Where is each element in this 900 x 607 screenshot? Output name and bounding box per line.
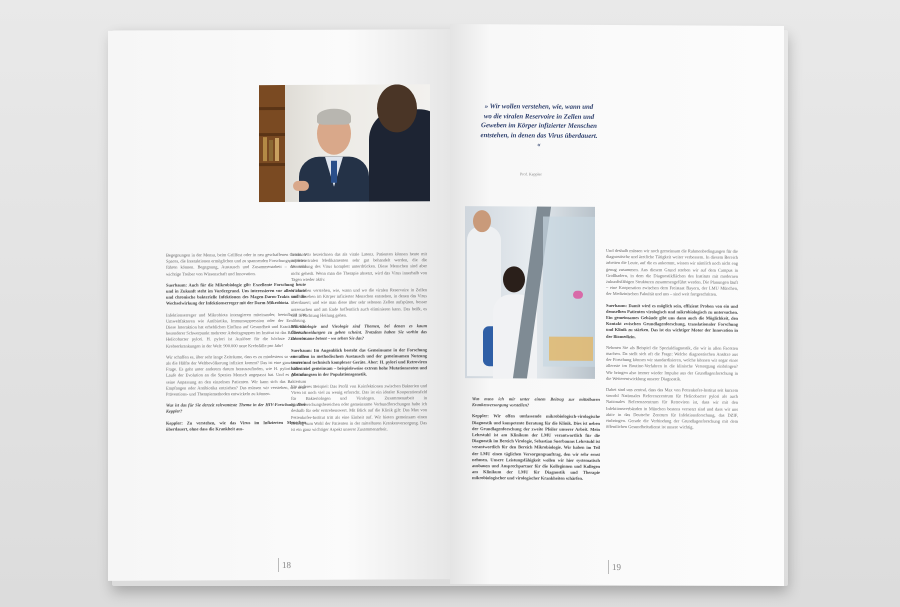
paragraph: Suerbaum: Auch für die Mikrobiologie gilt: Exzellente Forschung heute und in Zukunft steht im Vordergrund. Uns interessieren vor allem akute und chronische bakterielle Infektionen des Magen-Darm-Trakts und die Wechselwirkung der Infektionserreger mit der Darm-Mikrobiota. bbox=[166, 281, 306, 307]
paragraph: Keppler: Wir offen umfassende mikrobiologisch-virologische Diagnostik und kompetente Beratung für die Klinik. Dies ist neben der Grundlagenforschung der zweite Pfeiler unserer Arbeit. Mein Lehrstuhl ist am Klinikum der LMU verantwortlich für die Diagnostik im Bereich Virologie, Sebastian Suerbaums Lehrstuhl ist verantwortlich für den Bereich Mikrobiologie. Wir haben im Teil der LMU einen täglichen Versorgungsauftrag, den wir sehr ernst nehmen. Unsere Leistungsfähigkeit wollen wir hier systematisch ausbauen und Ansprechpartner für die Kolleginnen und Kollegen am Klinikum der LMU für Diagnostik und Therapie mikrobiologischer und virologischer Krankheiten schärfen. bbox=[472, 413, 600, 482]
pull-quote bbox=[480, 102, 598, 150]
page-number-rule bbox=[278, 558, 279, 572]
quote-open-mark: » bbox=[484, 103, 489, 111]
paragraph: Keppler: Zu verstehen, wie das Virus im Infizierten Menschen überdauert, ohne dass die Krankheit aus- bbox=[166, 419, 306, 432]
left-column-2 bbox=[291, 251, 427, 438]
paragraph: Wir wollen verstehen, wie, wann und wo die viralen Reservoire in Zellen und Geweben im Körper infizierter Menschen entstehen, in denen das Virus überdauert; und wie man diese über sehr seltenen Zellen aufspüren, besser untersuchen und am Ende hoffentlich auch eliminieren kann. Das heißt, es soll in Richtung Heilung gehen. bbox=[291, 287, 427, 318]
lab-photo bbox=[465, 206, 595, 379]
interview-question: Was muss ich mir unter einem Beitrag zur mittelbaren Krankenversorgung vorstellen? bbox=[472, 396, 600, 408]
paragraph: Dabei sind uns zentral, dass das Max von Pettenkofer-Institut seit kurzem sowohl Nationales Referenzzentrum für Helicobacter pylori als auch Nationales Referenzzentrum für Retroviren ist, dass wir mit den Infektionsverbänden in München bestens vernetzt sind und dass wir uns aktiv in das Deutsche Zentrum für Infektionsforschung, das DZIF, einbringen. Gerade die Verbindung der Grundlagenforschung mit dem öffentlichen Gesundheitsdienst ist unsere wichtig. bbox=[606, 386, 738, 430]
paragraph: Suerbaum: Im Augenblick besteht das Gemeinsame in der Forschung vor allem in methodischem Austausch und der gemeinsamen Nutzung teurer und technisch komplexer Geräte. Aber: H. pylori und Retroviren haben viel gemeinsam – beispielsweise extrem hohe Mutationsraten und Abstufungsen in der Populationsgenetik. bbox=[291, 346, 427, 378]
page-number-rule bbox=[608, 560, 609, 574]
page-number: 19 bbox=[612, 561, 621, 573]
paragraph: Und deshalb müssen wir noch gemeinsam die Rahmenbedingungen für die diagnostische und ärztliche Tätigkeit weiter verbessern. In diesem Bereich arbeiten die Leute, auf die es ankommt, wissen wir nämlich noch nicht eng genug zusammen. Aus diesem Grund streben wir auf dem Campus in Großhadern, in dem die Diagnostikflächen des Instituts mit modernen zukunftsfähigen Strukturen zusammengeführt werden. Die Planungen läuft – eine Kooperation zwischen dem Freistaat Bayern, der LMU München, der Medizinischen Fakultät und uns – sind weit fortgeschritten. bbox=[606, 247, 738, 298]
quote-text: Wir wollen verstehen, wie, wann und wo die viralen Reservoire in Zellen und Geweben im Körper infizierter Menschen entstehen, in denen das Virus überdauert. bbox=[480, 103, 598, 140]
right-page bbox=[450, 24, 784, 586]
quote-author: Prof. Keppler bbox=[520, 171, 542, 177]
left-column-1 bbox=[166, 252, 306, 438]
paragraph: bricht. Wir bezeichnen das als virale Latenz. Patienten können heute mit antiretroviralen Medikamenten sehr gut behandelt werden, die die Vermehrung des Virus komplett unterdrücken. Diese Menschen sind aber nicht geheilt. Wenn man die Therapie absetzt, wird das Virus innerhalb von Tagen wieder aktiv. bbox=[291, 251, 427, 282]
page-number: 18 bbox=[282, 559, 291, 570]
interview-question: Was ist das für Sie derzeit relevanteste Thema in der HIV-Forschung, Herr Keppler? bbox=[166, 402, 306, 415]
quote-close-mark: « bbox=[537, 141, 541, 149]
paragraph: Ein anderes Beispiel: Das Profil von Koinfektionen zwischen Bakterien und Viren ist noch viel zu wenig erforscht. Das ist ein idealer Kooperationsfeld für Bakteriologen und Virologen. Zusammenarbeit in Sonderforschungsbereichen oder gemeinsame Verbundforschungen halte ich deshalb für sehr erstrebenswert. Mit Blick auf die Klinik gilt: Das Max von Pettenkofer-Institut tritt als eine Einheit auf. Wir bieten gemeinsam einen Beitrag zum Wohl der Patienten in der mittelbaren Krankenversorgung. Das ist ein ganz wichtiger Aspekt unserer Zusammenarbeit. bbox=[291, 382, 427, 433]
right-column-1 bbox=[472, 396, 600, 487]
paragraph: Suerbaum: Damit wird es möglich sein, effizient Proben von ein und demselben Patienten virologisch und mikrobiologisch zu untersuchen. Ein gemeinsames Gebäude gibt uns dann auch die Möglichkeit, den Kontakt zwischen Grundlagenforschung, translationaler Forschung und Klinik zu stärken. Das ist ein wichtiger Motor der Innovation in der Biomedizin. bbox=[606, 302, 738, 339]
paragraph: Nehmen Sie als Beispiel die Spezialdiagnostik, die wir in allen Facetten machen. Da stellt sich oft die Frage: Welche diagnostischen Ansätze aus der Forschung können wir standardisieren, welche können wir sogar einer allerrste im Routine-Verfahren in die klinische Versorgung einbringen? Wir bringen also immer wieder Impulse aus der Grundlagenforschung in die Weiterentwicklung unserer Diagnostik. bbox=[606, 344, 738, 382]
paragraph: Begegnungen in der Mensa, beim Grillfest oder in neu geschaffenen Common Spaces, die Interaktionen ermöglichen und zu spannenden Forschungsprojekten führen können. Begegnung, Austausch und Zusammenarbeit – das sind wichtige Treiber von Wissenschaft und Innovation. bbox=[166, 251, 306, 277]
paragraph: Infektionserreger und Mikrobiota interagieren miteinander, beeinflusst von Umweltfaktoren wie Antibiotika, Immunsuppression oder der Ernährung. Diese Interaktion hat erheblichen Einfluss auf Gesundheit und Krankheit. Ein besonderer Schwerpunkt mehrerer Arbeitsgruppen im Institut ist das Bakterium Helicobacter pylori. H. pylori ist Auslöser für die höchste Zahl von Krebserkrankungen in der Welt: 900.000 neue Krebsfälle pro Jahr! bbox=[166, 311, 306, 349]
interview-question: Mikrobiologie und Virologie sind Themen, bei denen es kaum Überschneidungen zu geben scheint. Trotzdem haben Sie vorhin das Gemeinsame betont – wo sehen Sie das? bbox=[291, 323, 427, 342]
right-column-2 bbox=[606, 248, 738, 436]
left-page bbox=[108, 29, 450, 581]
paragraph: Wir schaffen es, über sehr lange Zeiträume, dass es zu mindestens so wie mehr als die Hälfte der Weltbevölkerung infiziert kommt? Das ist eine ganz zentrale Frage. Es geht unter anderem darum herauszufinden, wie H. pylori sich im Laufe der Evolution an die Spezies Mensch angepasst hat. Und es geht um seine Anpassung an den einzelnen Patienten. Wir kann sich das Bakterium Empfangen oder Antibiotika entziehen? Das müssen wir verstehen, um neue Präventions- und Therapiemethoden entwickeln zu können. bbox=[166, 353, 306, 397]
bookshelf bbox=[259, 85, 285, 202]
interview-photo bbox=[259, 84, 430, 202]
